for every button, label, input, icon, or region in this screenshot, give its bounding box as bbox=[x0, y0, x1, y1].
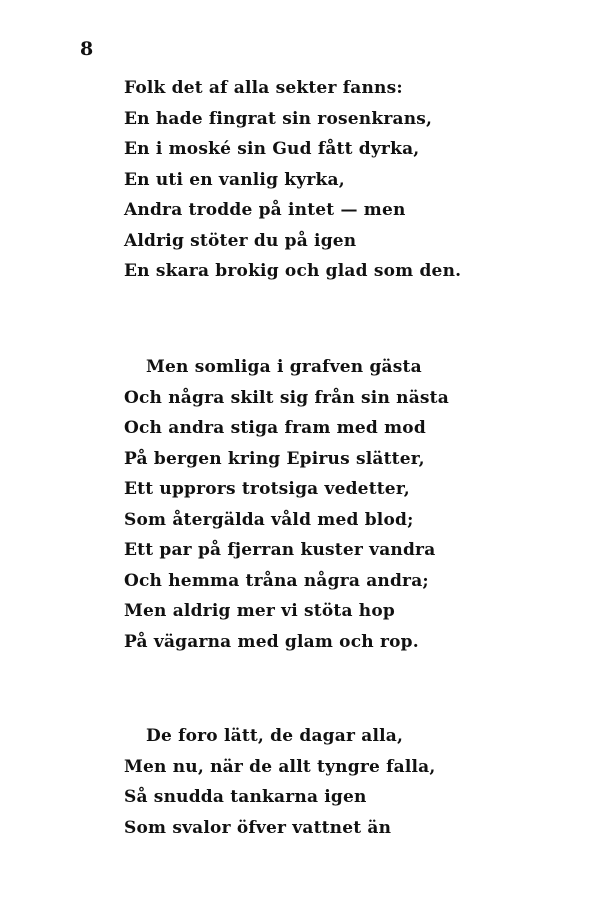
verse-line: De foro lätt, de dagar alla, bbox=[146, 726, 404, 746]
verse-line: Men nu, när de allt tyngre falla, bbox=[124, 756, 436, 777]
verse-line: En uti en vanlig kyrka, bbox=[124, 169, 345, 190]
verse-line: Andra trodde på intet — men bbox=[124, 200, 406, 220]
verse-line: Som svalor öfver vattnet än bbox=[124, 817, 392, 838]
verse-line: Folk det af alla sekter fanns: bbox=[124, 78, 403, 98]
verse-line: På bergen kring Epirus slätter, bbox=[124, 448, 425, 469]
verse-line: En hade fingrat sin rosenkrans, bbox=[124, 108, 433, 129]
verse-line: En i moské sin Gud fått dyrka, bbox=[124, 139, 420, 159]
verse-line: Så snudda tankarna igen bbox=[124, 787, 367, 807]
verse-line: Och några skilt sig från sin nästa bbox=[124, 387, 449, 408]
verse-line: Men somliga i grafven gästa bbox=[146, 357, 422, 377]
verse-line: Ett par på fjerran kuster vandra bbox=[124, 540, 436, 560]
page-number: 8 bbox=[80, 38, 94, 60]
verse-line: Och andra stiga fram med mod bbox=[124, 418, 426, 438]
verse-line: Ett upprors trotsiga vedetter, bbox=[124, 479, 410, 499]
verse-line: Men aldrig mer vi stöta hop bbox=[124, 601, 395, 621]
verse-line: Och hemma tråna några andra; bbox=[124, 570, 429, 591]
stanza-3 bbox=[124, 721, 436, 843]
stanza-1 bbox=[124, 73, 461, 287]
stanza-2 bbox=[124, 352, 449, 657]
verse-line: Som återgälda våld med blod; bbox=[124, 509, 414, 530]
verse-line: Aldrig stöter du på igen bbox=[124, 230, 357, 251]
verse-line: På vägarna med glam och rop. bbox=[124, 631, 419, 652]
verse-line: En skara brokig och glad som den. bbox=[124, 261, 462, 281]
